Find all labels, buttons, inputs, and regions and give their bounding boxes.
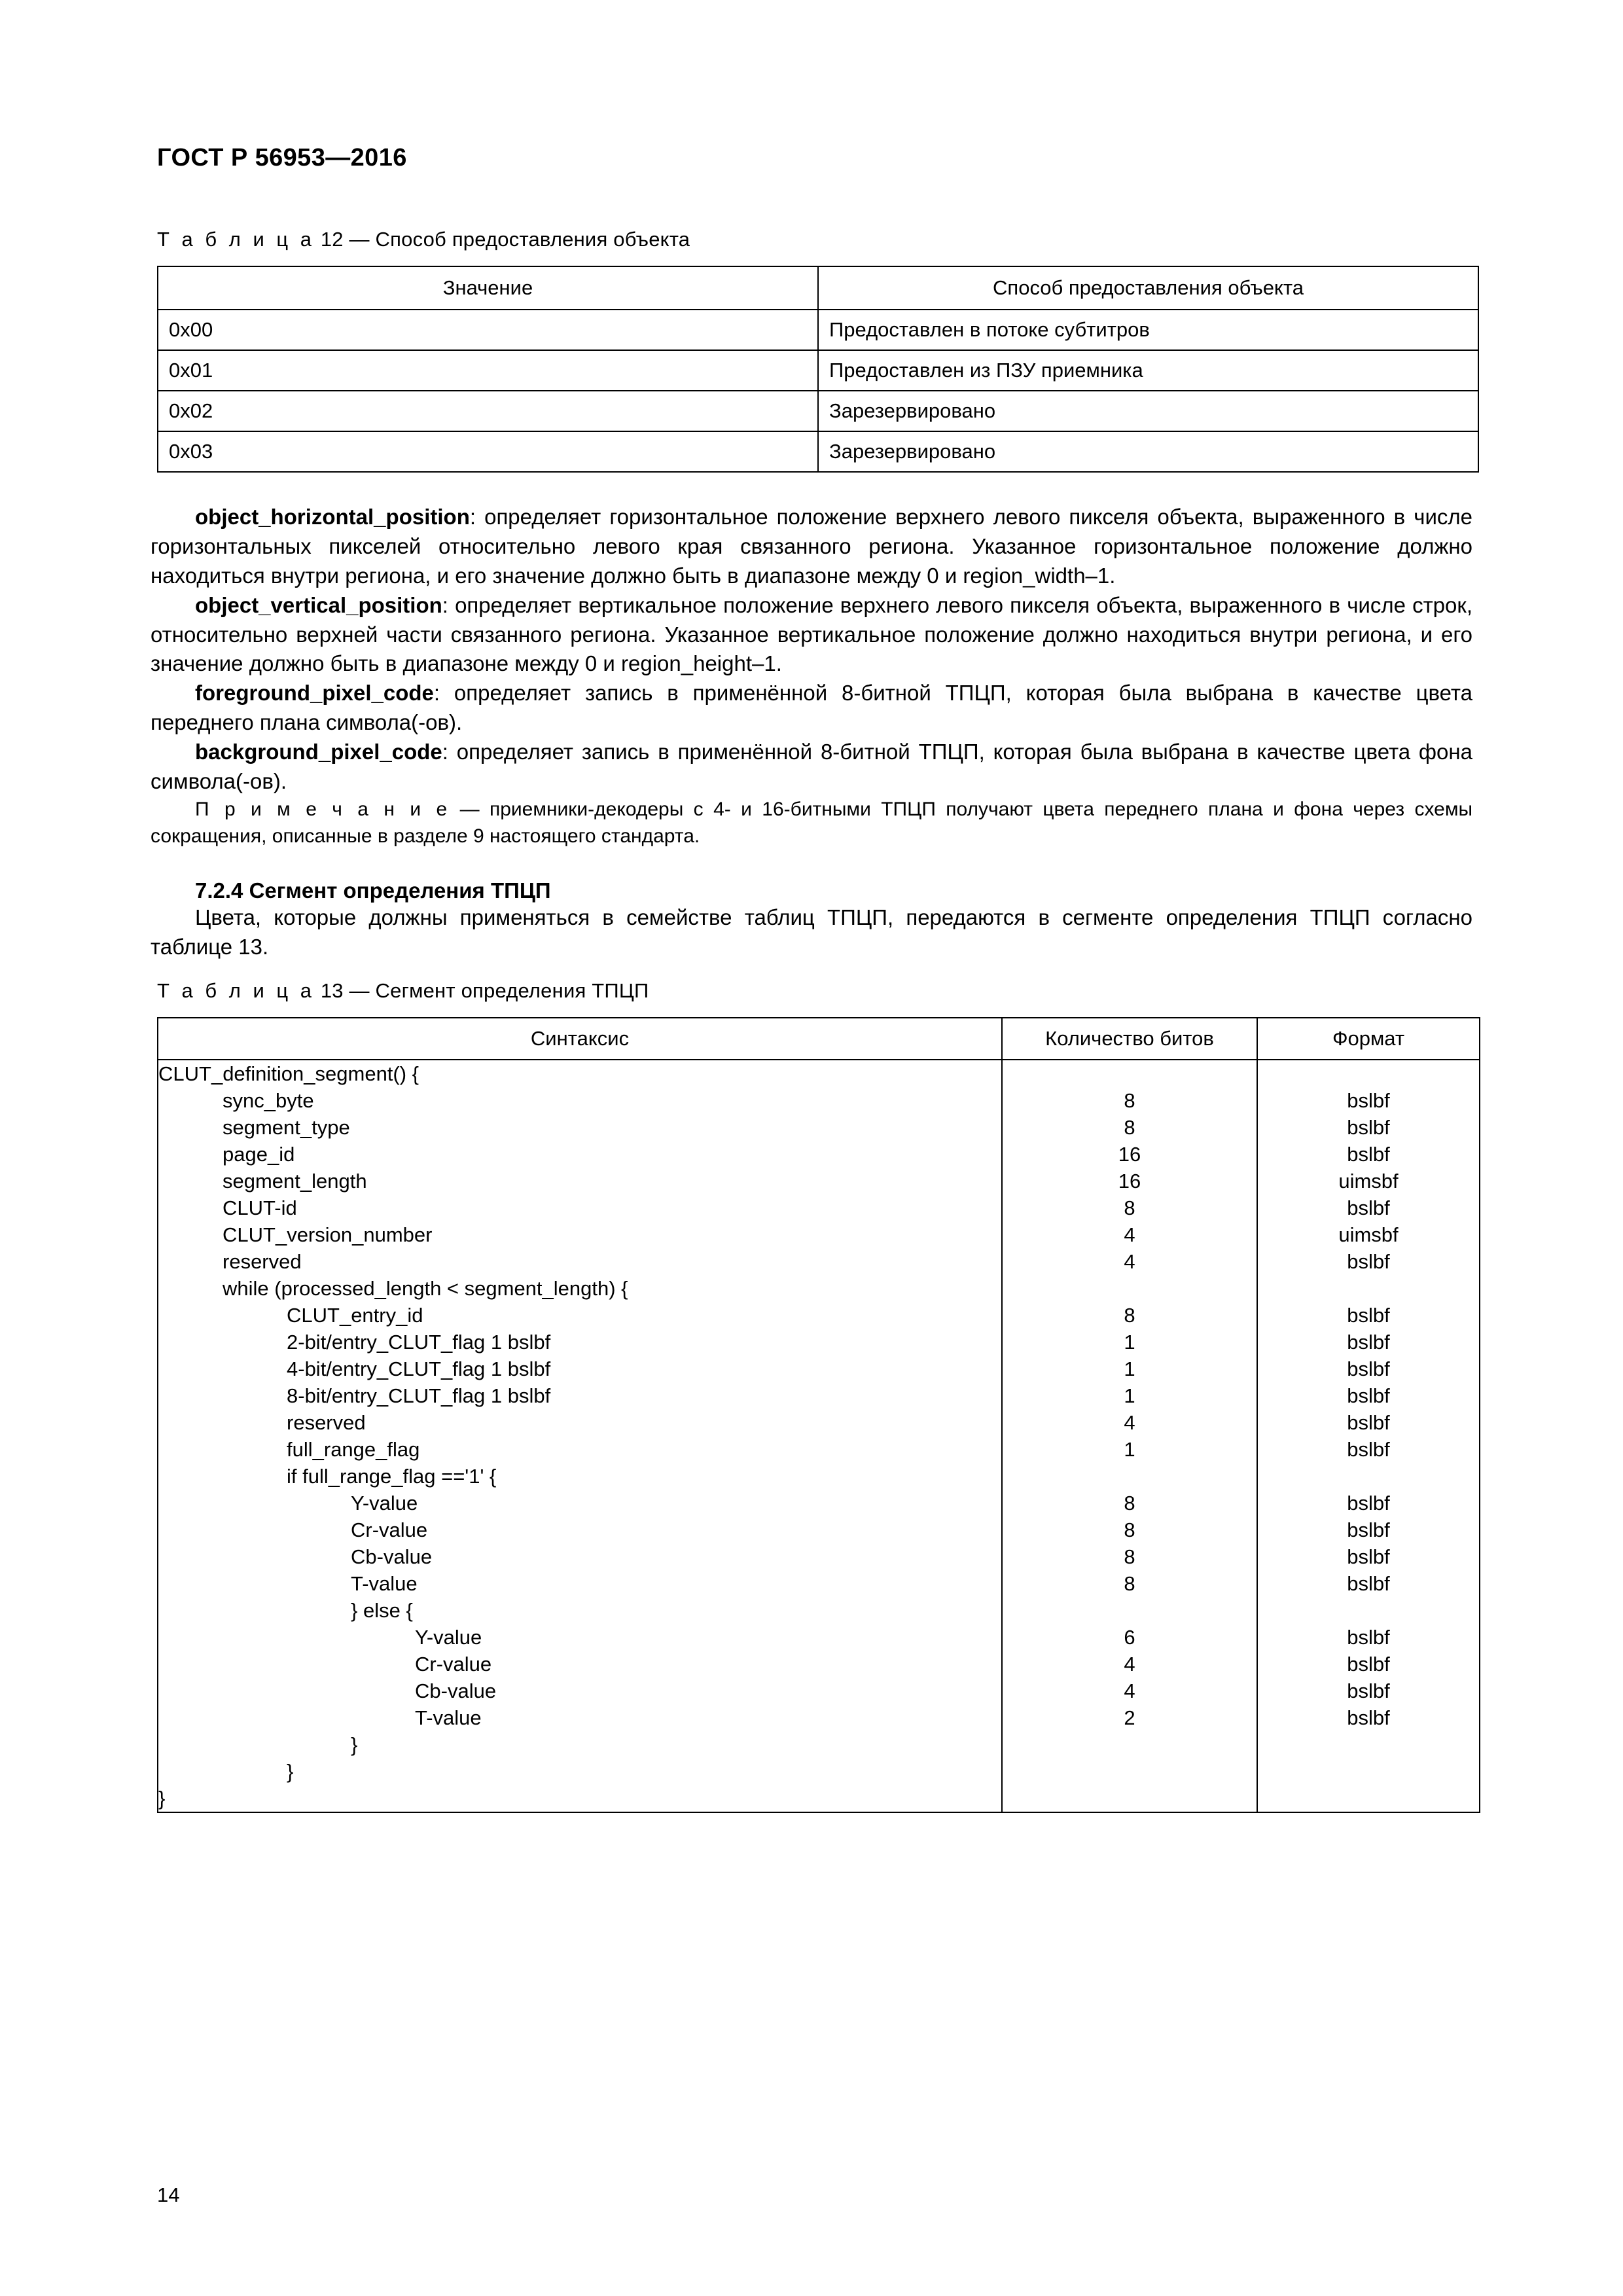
syntax-line: 8-bit/entry_CLUT_flag 1 bslbf: [287, 1384, 551, 1408]
bits-value: 8: [1124, 1492, 1135, 1515]
bits-value: 6: [1124, 1626, 1135, 1649]
bits-value: 1: [1124, 1357, 1135, 1381]
paragraph-clut-intro: Цвета, которые должны применяться в семействе таблиц ТПЦП, передаются в сегменте определения ТПЦП согласно таблице 13.: [151, 905, 1472, 960]
body-text-block: [151, 503, 1472, 850]
note-paragraph: [151, 797, 1472, 850]
format-value: bslbf: [1347, 1143, 1390, 1166]
syntax-line: }: [158, 1787, 166, 1810]
table-12-header-method: Способ предоставления объекта: [818, 266, 1478, 310]
syntax-line: reserved: [223, 1250, 302, 1274]
format-value: bslbf: [1347, 1411, 1390, 1435]
paragraph-object-horizontal-position: [151, 503, 1472, 591]
syntax-lines: [158, 1060, 1001, 1812]
format-value: bslbf: [1347, 1653, 1390, 1676]
syntax-line: Cr-value: [415, 1653, 492, 1676]
note-text: — приемники-декодеры с 4- и 16-битными ТПЦП получают цвета переднего плана и фона через схемы сокращения, описанные в разделе 9 настоящего стандарта.: [151, 798, 1472, 847]
term-background-pixel-code: background_pixel_code: [195, 740, 442, 764]
syntax-line: segment_length: [223, 1170, 367, 1193]
syntax-line: CLUT_version_number: [223, 1223, 433, 1247]
table-row: [158, 266, 1478, 310]
syntax-line: reserved: [287, 1411, 366, 1435]
table-13-format-column: [1257, 1060, 1480, 1812]
page-title: ГОСТ Р 56953—2016: [157, 144, 407, 171]
term-object-vertical-position: object_vertical_position: [195, 592, 442, 617]
syntax-line: if full_range_flag =='1' {: [287, 1465, 497, 1488]
syntax-line: T-value: [351, 1572, 418, 1596]
table-12-cell-method: Зарезервировано: [818, 391, 1478, 431]
bits-value: 1: [1124, 1384, 1135, 1408]
format-value: bslbf: [1347, 1626, 1390, 1649]
format-value: bslbf: [1347, 1331, 1390, 1354]
format-value: bslbf: [1347, 1116, 1390, 1139]
format-value: bslbf: [1347, 1679, 1390, 1703]
syntax-line: Cb-value: [351, 1545, 433, 1569]
syntax-line: T-value: [415, 1706, 482, 1730]
table-12-cell-method: Зарезервировано: [818, 431, 1478, 472]
section-heading-7-2-4: 7.2.4 Сегмент определения ТПЦП: [195, 878, 551, 903]
format-value: [1258, 1731, 1479, 1758]
syntax-line: CLUT_definition_segment() {: [158, 1062, 419, 1086]
table-row: [158, 431, 1478, 472]
bits-value: [1003, 1060, 1257, 1087]
table-row: [158, 310, 1478, 350]
note-label: П р и м е ч а н и е: [195, 798, 450, 820]
format-value: bslbf: [1347, 1357, 1390, 1381]
bits-value: 8: [1124, 1304, 1135, 1327]
format-value: uimsbf: [1338, 1223, 1399, 1247]
bits-value: [1003, 1731, 1257, 1758]
table-row: [158, 1060, 1480, 1812]
table-row: [158, 391, 1478, 431]
syntax-line: } else {: [351, 1599, 413, 1623]
table-13-bits-column: [1002, 1060, 1257, 1812]
page-number: 14: [157, 2183, 180, 2206]
syntax-line: Y-value: [415, 1626, 482, 1649]
format-value: bslbf: [1347, 1545, 1390, 1569]
table-13-caption-prefix: Т а б л и ц а: [157, 979, 315, 1003]
format-value: bslbf: [1347, 1250, 1390, 1274]
table-13-header-syntax: Синтаксис: [158, 1018, 1002, 1060]
format-value: bslbf: [1347, 1438, 1390, 1462]
bits-value: 1: [1124, 1331, 1135, 1354]
table-13: [157, 1017, 1480, 1813]
syntax-line: while (processed_length < segment_length) {: [223, 1277, 628, 1300]
table-row: [158, 1018, 1480, 1060]
format-value: uimsbf: [1338, 1170, 1399, 1193]
format-value: [1258, 1758, 1479, 1785]
bits-value: [1003, 1785, 1257, 1812]
paragraph-text: : определяет запись в применённой 8-битной ТПЦП, которая была выбрана в качестве цвета переднего плана символа(-ов).: [151, 681, 1472, 735]
table-12-caption: [157, 228, 1472, 251]
bits-value: 8: [1124, 1089, 1135, 1113]
bits-value: 8: [1124, 1196, 1135, 1220]
bits-value: 4: [1124, 1223, 1135, 1247]
bits-value: 4: [1124, 1679, 1135, 1703]
format-value: bslbf: [1347, 1572, 1390, 1596]
format-value: bslbf: [1347, 1706, 1390, 1730]
format-value: [1258, 1597, 1479, 1624]
table-12-cell-value: 0x03: [158, 431, 818, 472]
table-12-cell-method: Предоставлен из ПЗУ приемника: [818, 350, 1478, 391]
term-object-horizontal-position: object_horizontal_position: [195, 505, 470, 529]
syntax-line: CLUT-id: [223, 1196, 297, 1220]
bits-value: 4: [1124, 1653, 1135, 1676]
table-12: [157, 266, 1479, 473]
table-13-caption-text: 13 — Сегмент определения ТПЦП: [320, 979, 649, 1003]
syntax-line: Y-value: [351, 1492, 418, 1515]
term-foreground-pixel-code: foreground_pixel_code: [195, 681, 434, 706]
paragraph-text: : определяет горизонтальное положение верхнего левого пикселя объекта, выраженного в числе горизонтальных пикселей относительно левого края связанного региона. Указанное горизонтальное положение должно находиться внутри региона, и его значение должно быть в диапазоне между 0 и region_width–1.: [151, 505, 1472, 588]
bits-value: [1003, 1597, 1257, 1624]
table-12-caption-prefix: Т а б л и ц а: [157, 228, 315, 251]
table-13-header-bits: Количество битов: [1002, 1018, 1257, 1060]
format-value: [1258, 1785, 1479, 1812]
table-12-caption-text: 12 — Способ предоставления объекта: [320, 228, 690, 251]
paragraph-foreground-pixel-code: [151, 679, 1472, 738]
syntax-line: 2-bit/entry_CLUT_flag 1 bslbf: [287, 1331, 551, 1354]
format-value: [1258, 1060, 1479, 1087]
table-12-cell-method: Предоставлен в потоке субтитров: [818, 310, 1478, 350]
table-12-cell-value: 0x00: [158, 310, 818, 350]
bits-value: 1: [1124, 1438, 1135, 1462]
format-value: bslbf: [1347, 1384, 1390, 1408]
bits-value: 8: [1124, 1116, 1135, 1139]
syntax-line: sync_byte: [223, 1089, 314, 1113]
format-value: bslbf: [1347, 1518, 1390, 1542]
table-row: [158, 350, 1478, 391]
table-12-cell-value: 0x01: [158, 350, 818, 391]
bits-value: 16: [1118, 1170, 1141, 1193]
table-13-caption: [157, 979, 1472, 1003]
syntax-line: }: [287, 1760, 294, 1784]
format-value: bslbf: [1347, 1196, 1390, 1220]
bits-value: [1003, 1275, 1257, 1302]
table-12-cell-value: 0x02: [158, 391, 818, 431]
syntax-line: Cb-value: [415, 1679, 497, 1703]
paragraph-background-pixel-code: [151, 738, 1472, 797]
syntax-line: 4-bit/entry_CLUT_flag 1 bslbf: [287, 1357, 551, 1381]
table-13-syntax-column: [158, 1060, 1002, 1812]
bits-lines: [1003, 1060, 1257, 1812]
syntax-line: Cr-value: [351, 1518, 428, 1542]
bits-value: 4: [1124, 1411, 1135, 1435]
table-12-header-value: Значение: [158, 266, 818, 310]
bits-value: 2: [1124, 1706, 1135, 1730]
format-value: [1258, 1275, 1479, 1302]
table-13-header-format: Формат: [1257, 1018, 1480, 1060]
syntax-line: full_range_flag: [287, 1438, 420, 1462]
syntax-line: CLUT_entry_id: [287, 1304, 423, 1327]
paragraph-object-vertical-position: [151, 591, 1472, 679]
bits-value: 4: [1124, 1250, 1135, 1274]
format-value: bslbf: [1347, 1492, 1390, 1515]
syntax-line: page_id: [223, 1143, 295, 1166]
bits-value: 16: [1118, 1143, 1141, 1166]
bits-value: 8: [1124, 1545, 1135, 1569]
paragraph-text: : определяет запись в применённой 8-битной ТПЦП, которая была выбрана в качестве цвета фона символа(-ов).: [151, 740, 1472, 793]
bits-value: 8: [1124, 1572, 1135, 1596]
paragraph-text: : определяет вертикальное положение верхнего левого пикселя объекта, выраженного в числе строк, относительно верхней части связанного региона. Указанное вертикальное положение должно находиться внутри региона, и его значение должно быть в диапазоне между 0 и region_height–1.: [151, 592, 1472, 676]
syntax-line: segment_type: [223, 1116, 350, 1139]
bits-value: [1003, 1758, 1257, 1785]
format-value: bslbf: [1347, 1304, 1390, 1327]
format-value: bslbf: [1347, 1089, 1390, 1113]
bits-value: [1003, 1463, 1257, 1490]
bits-value: 8: [1124, 1518, 1135, 1542]
format-value: [1258, 1463, 1479, 1490]
syntax-line: }: [351, 1733, 358, 1757]
format-lines: [1258, 1060, 1479, 1812]
